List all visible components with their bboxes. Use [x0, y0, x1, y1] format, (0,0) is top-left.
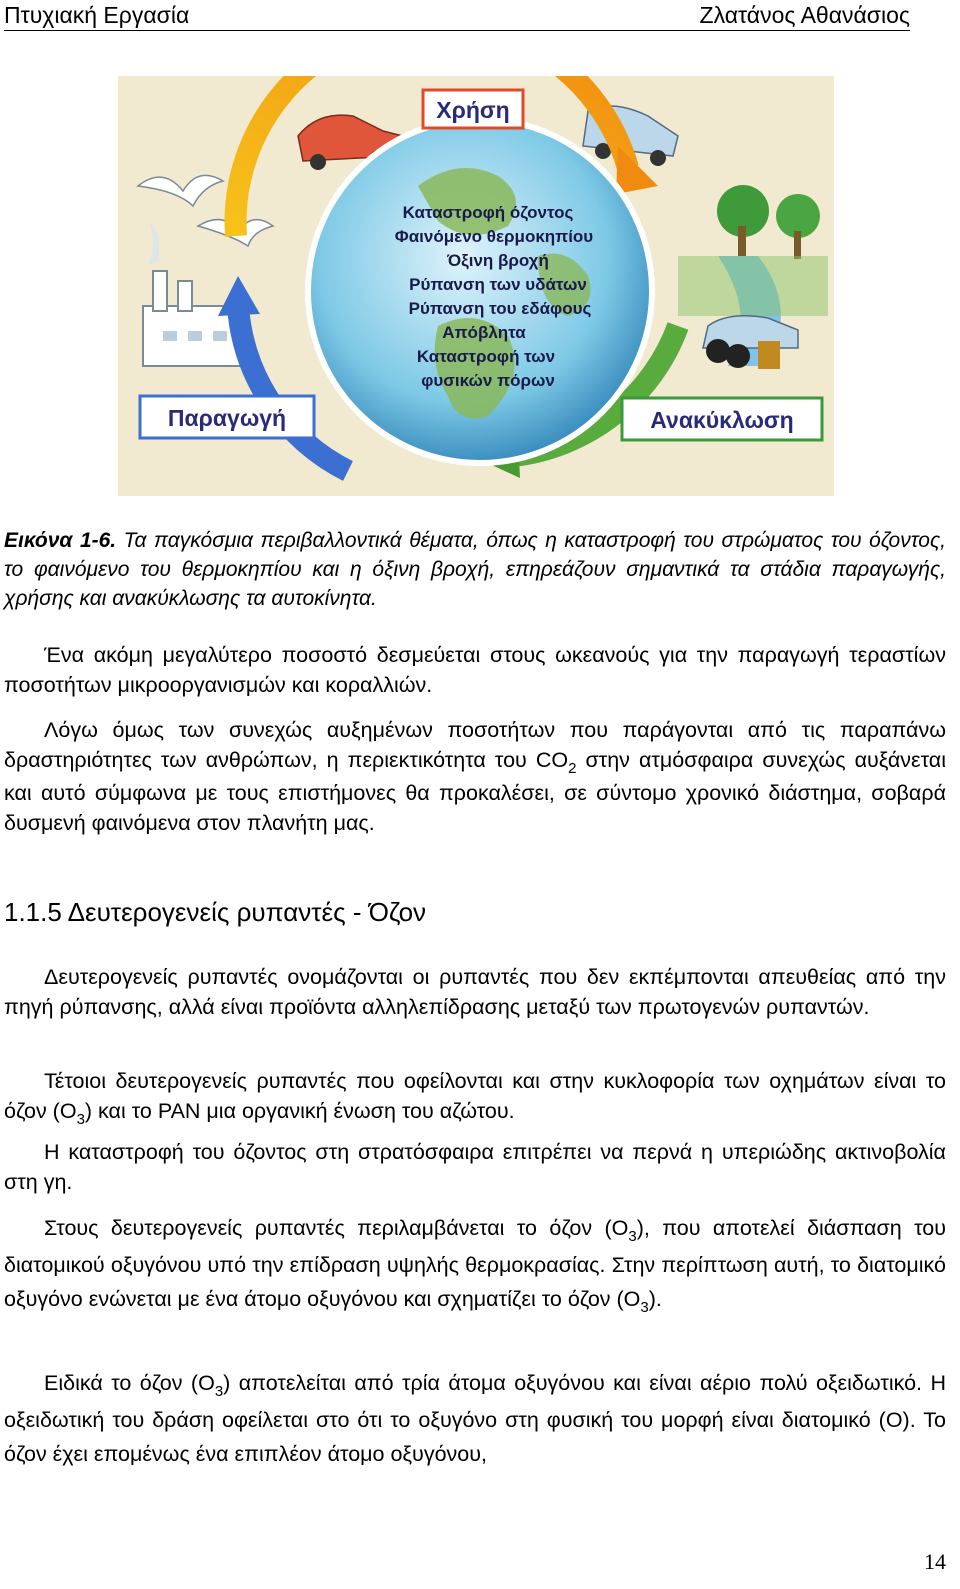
paragraph-secondary-definition — [4, 962, 946, 1022]
paragraph-text: Τέτοιοι δευτερογενείς ρυπαντές που οφείλονται και στην κυκλοφορία των οχημάτων είναι το όζον (Ο — [4, 1069, 946, 1123]
section-heading: 1.1.5 Δευτερογενείς ρυπαντές - Όζον — [4, 897, 427, 927]
paragraph-text: Ειδικά το όζον (Ο — [44, 1371, 215, 1395]
paragraph-text: ), που αποτελεί διάσπαση του διατομικού οξυγόνου υπό την επίδραση υψηλής θερμοκρασίας. Στην περίπτωση αυτή, το διατομικό οξυγόνο ενώνεται με ένα άτομο οξυγόνου και σχηματίζει το όζον (Ο — [4, 1216, 946, 1311]
paragraph-co2 — [4, 715, 946, 838]
lifecycle-figure — [118, 76, 834, 496]
o3-subscript: 3 — [628, 1228, 637, 1245]
paragraph-ozone-destruction — [4, 1137, 946, 1197]
use-label: Χρήση — [436, 97, 510, 123]
recycling-label-box — [622, 398, 822, 440]
lifecycle-illustration — [118, 76, 834, 496]
paragraph-oceans — [4, 640, 946, 700]
paragraph-vehicle-pollutants — [4, 1066, 946, 1129]
figure-caption — [4, 526, 946, 613]
o3-subscript: 3 — [76, 1111, 85, 1128]
recycling-label: Ανακύκλωση — [650, 407, 794, 433]
paragraph-text: ). — [648, 1287, 662, 1311]
paragraph-text: ) αποτελείται από τρία άτομα οξυγόνου και είναι αέριο πολύ οξειδωτικό. Η οξειδωτική του δράση οφείλεται στο ότι το οξυγόνο στη φυσική του μορφή είναι διατομικό (Ο). Το όζον έχει επομένως ένα επιπλέον άτομο οξυγόνου, — [4, 1371, 946, 1466]
issue-item: Καταστροφή των — [416, 347, 556, 366]
use-label-box — [423, 90, 523, 128]
paragraph-text: Δευτερογενείς ρυπαντές ονομάζονται οι ρυπαντές που δεν εκπέμπονται απευθείας από την πηγή ρύπανσης, αλλά είναι προϊόντα αλληλεπίδρασης μεταξύ των πρωτογενών ρυπαντών. — [4, 965, 946, 1019]
paragraph-text: στην ατμόσφαιρα συνεχώς αυξάνεται και αυτό σύμφωνα με τους επιστήμονες θα προκαλέσει, σε σύντομο χρονικό διάστημα, σοβαρά δυσμενή φαινόμενα στον πλανήτη μας. — [4, 748, 946, 835]
caption-text: Τα παγκόσμια περιβαλλοντικά θέματα, όπως η καταστροφή του στρώματος του όζοντος, το φαινόμενο του θερμοκηπίου και η όξινη βροχή, επηρεάζουν σημαντικά τα στάδια παραγωγής, χρήσης και ανακύκλωσης τα αυτοκίνητα. — [4, 529, 946, 610]
paragraph-text: Η καταστροφή του όζοντος στη στρατόσφαιρα επιτρέπει να περνά η υπεριώδης ακτινοβολία στη γη. — [4, 1140, 946, 1194]
issue-item: Ρύπανση του εδάφους — [408, 299, 592, 318]
production-label-box — [140, 396, 314, 438]
issue-item: Ρύπανση των υδάτων — [409, 275, 587, 294]
paragraph-text: Στους δευτερογενείς ρυπαντές περιλαμβάνεται το όζον (Ο — [44, 1216, 629, 1240]
paragraph-text: Λόγω όμως των συνεχώς αυξημένων ποσοτήτων που παράγονται από τις παραπάνω δραστηριότητες των ανθρώπων, η περιεκτικότητα του CO — [4, 718, 946, 772]
paragraph-ozone-oxidizing — [4, 1366, 946, 1471]
issue-item: Καταστροφή όζοντος — [402, 203, 574, 222]
page-number: 14 — [924, 1549, 946, 1574]
paragraph-text: Ένα ακόμη μεγαλύτερο ποσοστό δεσμεύεται στους ωκεανούς για την παραγωγή τεραστίων ποσοτήτων μικροοργανισμών και κοραλλιών. — [4, 643, 946, 697]
issue-item: Όξινη βροχή — [447, 251, 549, 270]
page-header — [4, 0, 910, 31]
caption-label: Εικόνα 1-6. — [4, 529, 117, 552]
header-left-title: Πτυχιακή Εργασία — [4, 2, 190, 28]
co2-subscript: 2 — [568, 760, 577, 777]
production-label: Παραγωγή — [167, 405, 287, 431]
paragraph-ozone-formation — [4, 1211, 946, 1319]
issue-item: φυσικών πόρων — [421, 371, 555, 390]
issue-item: Απόβλητα — [442, 323, 526, 342]
issue-item: Φαινόμενο θερμοκηπίου — [394, 227, 594, 246]
o3-subscript: 3 — [640, 1299, 649, 1316]
o3-subscript: 3 — [214, 1383, 224, 1400]
header-right-author: Ζλατάνος Αθανάσιος — [699, 2, 910, 28]
paragraph-text: ) και το PAN μια οργανική ένωση του αζώτου. — [84, 1099, 515, 1123]
